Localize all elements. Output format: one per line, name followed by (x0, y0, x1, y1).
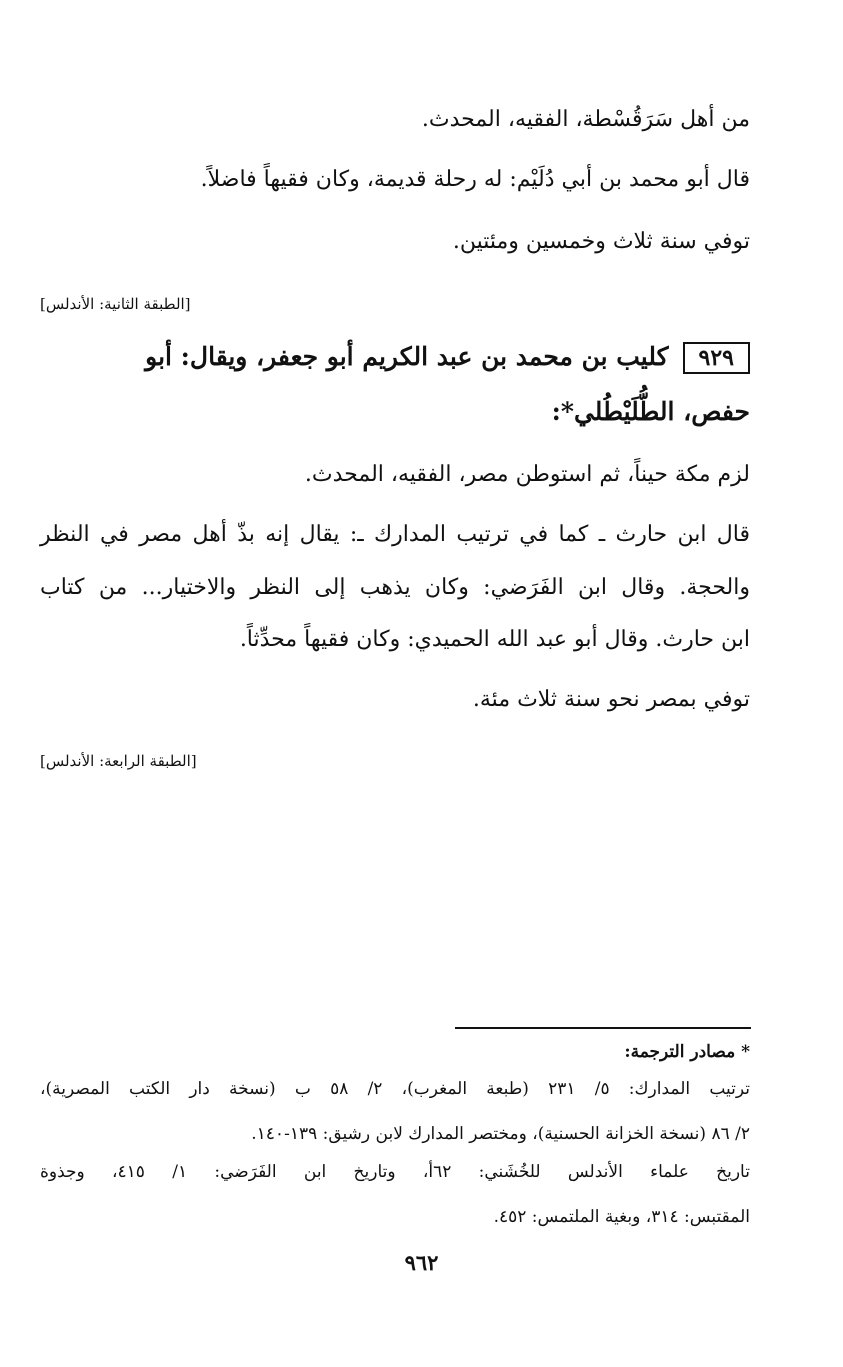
text-line: والحجة. وقال ابن الفَرَضي: وكان يذهب إلى النظر والاختيار... من كتاب (40, 575, 750, 600)
text-line: من أهل سَرَقُسْطة، الفقيه، المحدث. (421, 107, 750, 132)
entry-heading-line2: حفص، الطُّلَيْطُلي*: (551, 397, 750, 426)
footnote-line: ترتيب المدارك: ٥/ ٢٣١ (طبعة المغرب)، ٢/ ٥٨ ب (نسخة دار الكتب المصرية)، (40, 1079, 750, 1099)
class-note: [الطبقة الثانية: الأندلس] (40, 295, 191, 313)
footnote-title: * مصادر الترجمة: (624, 1042, 750, 1062)
text-line: ابن حارث. وقال أبو عبد الله الحميدي: وكان فقيهاً محدِّثاً. (239, 627, 750, 652)
entry-heading (40, 340, 750, 374)
footnote-line: تاريخ علماء الأندلس للخُشَني: ٦٢أ، وتاريخ ابن الفَرَضي: ١/ ٤١٥، وجذوة (40, 1162, 750, 1182)
text-line: قال أبو محمد بن أبي دُلَيْم: له رحلة قديمة، وكان فقيهاً فاضلاً. (200, 167, 750, 192)
entry-heading-line1: كليب بن محمد بن عبد الكريم أبو جعفر، ويقال: أبو (145, 342, 669, 371)
class-note: [الطبقة الرابعة: الأندلس] (40, 752, 197, 770)
footnote-divider (455, 1027, 751, 1029)
text-line: لزم مكة حيناً، ثم استوطن مصر، الفقيه، المحدث. (304, 462, 750, 487)
text-line: قال ابن حارث ـ كما في ترتيب المدارك ـ: يقال إنه بذّ أهل مصر في النظر (40, 522, 750, 547)
text-line: توفي سنة ثلاث وخمسين ومئتين. (452, 229, 750, 254)
text-line: توفي بمصر نحو سنة ثلاث مئة. (472, 687, 750, 712)
entry-number: ٩٢٩ (683, 342, 750, 374)
footnote-line: المقتبس: ٣١٤، وبغية الملتمس: ٤٥٢. (493, 1207, 750, 1227)
footnote-line: ٢/ ٨٦ (نسخة الخزانة الحسنية)، ومختصر المدارك لابن رشيق: ١٣٩-١٤٠. (251, 1124, 750, 1144)
page-number: ٩٦٢ (404, 1250, 439, 1275)
